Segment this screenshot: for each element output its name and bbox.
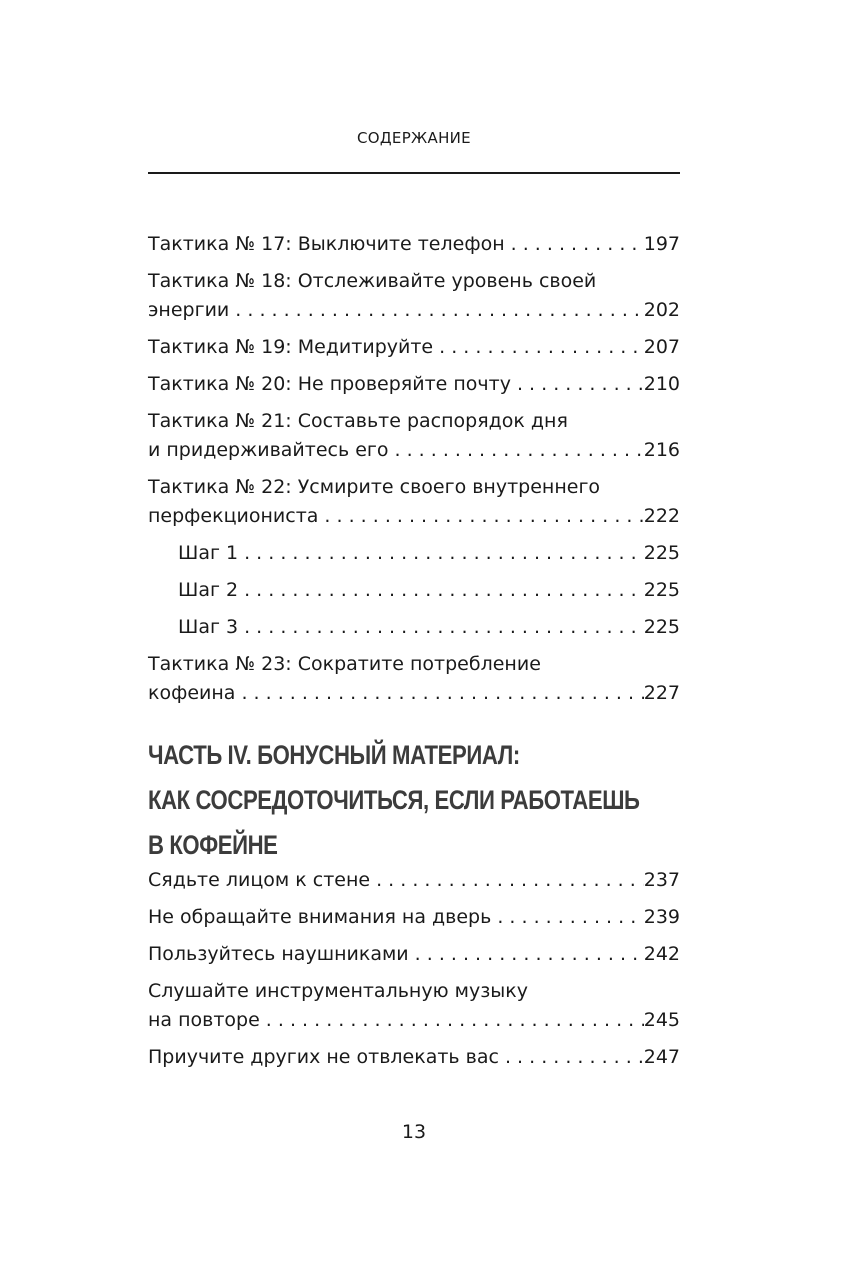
part-4-heading-line: ЧАСТЬ IV. БОНУСНЫЙ МАТЕРИАЛ:: [148, 740, 520, 770]
toc-entry[interactable]: [148, 576, 680, 605]
dot-leader: [433, 333, 644, 362]
part-4-heading: [148, 733, 640, 868]
toc-entry[interactable]: [148, 940, 680, 969]
toc-entry-page-number: 225: [643, 579, 680, 601]
toc-entry[interactable]: [148, 230, 680, 259]
dot-leader: [235, 679, 643, 708]
toc-entry-page-number: 227: [643, 682, 680, 704]
dot-leader: [505, 230, 644, 259]
toc-entry-last-line: [148, 230, 680, 259]
toc-entry-page-number: 207: [643, 336, 680, 358]
toc-entry[interactable]: [148, 977, 680, 1035]
part-4-heading-line: В КОФЕЙНЕ: [148, 830, 278, 860]
toc-entry[interactable]: [148, 267, 680, 325]
toc-entry-last-line: [148, 370, 680, 399]
toc-entry-last-line: [178, 613, 680, 642]
toc-entry-page-number: 242: [643, 943, 680, 965]
dot-leader: [409, 940, 644, 969]
toc-entry-page-number: 216: [643, 439, 680, 461]
toc-entry-title-line: Тактика № 18: Отслеживайте уровень своей: [148, 270, 597, 292]
dot-leader: [318, 502, 643, 531]
toc-entry-page-number: 225: [643, 616, 680, 638]
toc-entry-title: перфекциониста: [148, 505, 319, 527]
toc-entry[interactable]: [148, 473, 680, 531]
toc-entry-title: энергии: [148, 299, 230, 321]
toc-entry[interactable]: [148, 866, 680, 895]
dot-leader: [389, 436, 644, 465]
toc-entry-page-number: 225: [643, 542, 680, 564]
toc-entry-page-number: 222: [643, 505, 680, 527]
page-number: 13: [401, 1121, 427, 1143]
toc-entry-last-line: [178, 539, 680, 568]
toc-entry-last-line: [148, 903, 680, 932]
toc-entry-title: Шаг 1: [178, 542, 239, 564]
toc-entry-last-line: [178, 576, 680, 605]
toc-entry-page-number: 202: [643, 299, 680, 321]
toc-entry-last-line: [148, 866, 680, 895]
toc-section-part-3: [148, 230, 680, 716]
dot-leader: [238, 539, 644, 568]
toc-entry-title: Тактика № 20: Не проверяйте почту: [148, 373, 511, 395]
dot-leader: [260, 1006, 644, 1035]
part-4-heading-line: КАК СОСРЕДОТОЧИТЬСЯ, ЕСЛИ РАБОТАЕШЬ: [148, 785, 640, 815]
toc-entry-title-line: Тактика № 22: Усмирите своего внутреннего: [148, 476, 601, 498]
toc-entry[interactable]: [148, 539, 680, 568]
running-title: СОДЕРЖАНИЕ: [357, 129, 471, 147]
toc-entry-last-line: [148, 1043, 680, 1072]
toc-entry-title: Не обращайте внимания на дверь: [148, 906, 492, 928]
toc-entry-title: кофеина: [148, 682, 236, 704]
header-rule: [148, 172, 680, 174]
toc-entry[interactable]: [148, 650, 680, 708]
toc-entry[interactable]: [148, 613, 680, 642]
toc-entry-title: Тактика № 19: Медитируйте: [148, 336, 434, 358]
dot-leader: [499, 1043, 644, 1072]
toc-entry-title: Пользуйтесь наушниками: [148, 943, 409, 965]
toc-entry-last-line: [148, 333, 680, 362]
toc-entry-title-line: Тактика № 21: Составьте распорядок дня: [148, 410, 568, 432]
toc-entry-page-number: 210: [643, 373, 680, 395]
dot-leader: [370, 866, 644, 895]
toc-entry[interactable]: [148, 1043, 680, 1072]
toc-entry[interactable]: [148, 407, 680, 465]
toc-entry-title-line: Слушайте инструментальную музыку: [148, 980, 529, 1002]
dot-leader: [229, 296, 643, 325]
dot-leader: [238, 576, 644, 605]
toc-entry[interactable]: [148, 370, 680, 399]
toc-entry-last-line: [148, 502, 680, 531]
toc-entry-title: Тактика № 17: Выключите телефон: [148, 233, 505, 255]
toc-entry-title-line: Тактика № 23: Сократите потребление: [148, 653, 541, 675]
toc-entry-page-number: 237: [643, 869, 680, 891]
dot-leader: [511, 370, 644, 399]
dot-leader: [491, 903, 643, 932]
toc-entry-last-line: [148, 940, 680, 969]
toc-entry-page-number: 197: [643, 233, 680, 255]
toc-entry-title: Сядьте лицом к стене: [148, 869, 371, 891]
toc-entry-title: Шаг 2: [178, 579, 239, 601]
toc-entry-title: Приучите других не отвлекать вас: [148, 1046, 499, 1068]
toc-entry-last-line: [148, 296, 680, 325]
toc-entry-title: на повторе: [148, 1009, 260, 1031]
toc-entry-title: и придерживайтесь его: [148, 439, 389, 461]
toc-entry-page-number: 245: [643, 1009, 680, 1031]
toc-entry-title: Шаг 3: [178, 616, 239, 638]
toc-entry[interactable]: [148, 903, 680, 932]
dot-leader: [238, 613, 644, 642]
toc-entry-page-number: 247: [643, 1046, 680, 1068]
toc-entry-last-line: [148, 679, 680, 708]
toc-entry-last-line: [148, 1006, 680, 1035]
toc-section-part-4: [148, 866, 680, 1080]
toc-entry-page-number: 239: [643, 906, 680, 928]
toc-entry[interactable]: [148, 333, 680, 362]
toc-entry-last-line: [148, 436, 680, 465]
